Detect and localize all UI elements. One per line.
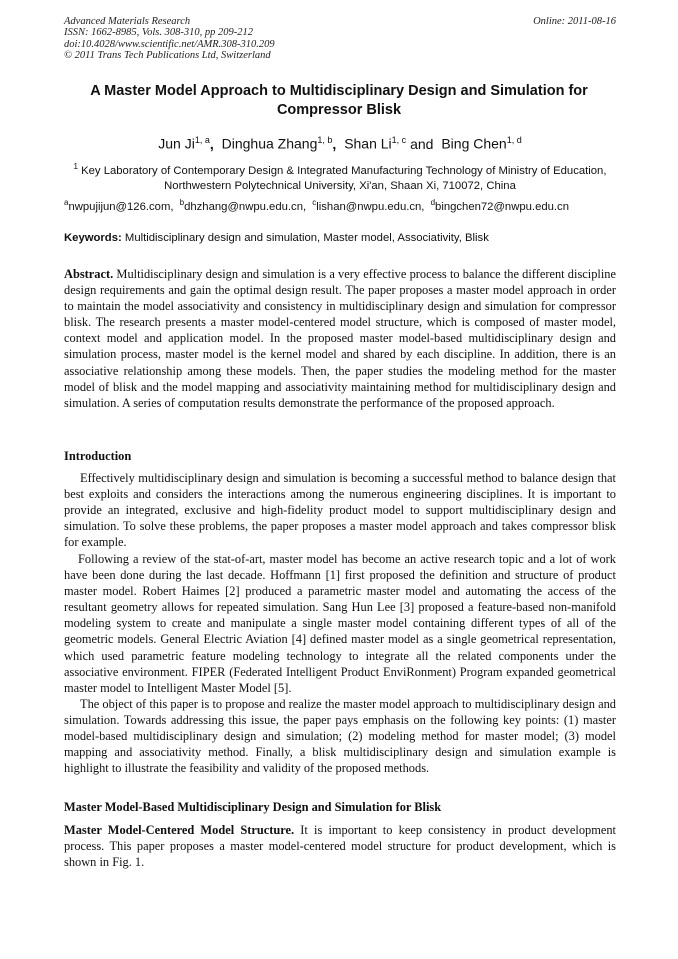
author-separator: ,: [332, 135, 337, 152]
section-heading: Master Model-Based Multidisciplinary Design and Simulation for Blisk: [64, 800, 442, 814]
journal-name: Advanced Materials Research: [64, 16, 191, 27]
affiliation: [64, 159, 616, 195]
introduction-paragraph: The object of this paper is to propose and realize the master model approach to multidisciplinary design and simulation. Towards addressing this issue, the paper pays emphasis on the following key points: (1) master model-based multidisciplinary design and simulation; (2) modeling method for master model; (3) model mapping and associativity method. Finally, a blisk multidisciplinary design and simulation example is highlight to illustrate the feasibility and validity of the proposed methods.: [64, 697, 616, 776]
subsection-heading: Master Model-Centered Model Structure.: [64, 823, 295, 837]
email-sup: b: [179, 198, 185, 207]
email-address[interactable]: lishan@nwpu.edu.cn,: [316, 200, 425, 213]
doi-line: doi:10.4028/www.scientific.net/AMR.308-310.209: [64, 38, 275, 50]
author-name: Bing Chen: [441, 135, 507, 152]
author-sup: 1, c: [391, 135, 407, 145]
email-sup: c: [312, 198, 317, 207]
author-separator: ,: [209, 135, 214, 152]
introduction-paragraph: Effectively multidisciplinary design and simulation is becoming a successful method to balance design that best exploits and considers the interactions among the numerous engineering disciplines. It is important to provide an integrated, exclusive and high-fidelity product model to support multidisciplinary design and simulation. To solve these problems, the paper proposes a master model approach and takes compressor blisk for example.: [64, 471, 616, 550]
author-name: Dinghua Zhang: [221, 135, 318, 152]
abstract-text: Multidisciplinary design and simulation is a very effective process to balance the different discipline design requirements and gain the optimal design result. The paper proposes a master model approach in order to maintain the model associativity and consistency in multidisciplinary design and simulation for compressor blisk. The research presents a master model-centered model structure, which is composed of master model, context model and application model. In the proposed master model-based multidisciplinary design and simulation process, master model is the kernel model and shared by each discipline. In addition, there is an associative relationship among these models. Then, the paper studies the modeling method for the master model of blisk and the model mapping and associativity maintaining method for multidisciplinary design and simulation. A series of computation results demonstrate the performance of the proposed approach.: [64, 267, 616, 410]
affiliation-text: Key Laboratory of Contemporary Design & Integrated Manufacturing Technology of Ministry of Education, Northwestern Polytechnical University, Xi'an, Shaan Xi, 710072, China: [77, 164, 607, 193]
author-sup: 1, b: [317, 135, 333, 145]
section-text: It is important to keep consistency in product development process. This paper proposes a master model-centered model structure for product development, which is shown in Fig. 1.: [64, 823, 616, 870]
author-separator: and: [406, 135, 434, 152]
author-name: Jun Ji: [158, 135, 195, 152]
journal-header: [64, 16, 616, 61]
keywords-label: Keywords:: [64, 232, 122, 244]
author-emails: [64, 196, 624, 214]
online-date: Online: 2011-08-16: [533, 16, 616, 27]
email-address[interactable]: dhzhang@nwpu.edu.cn,: [184, 200, 307, 213]
introduction-paragraph: Following a review of the stat-of-art, master model has become an active research topic and a lot of work have been done during the last decade. Hoffmann [1] first proposed the definition and structure of product master model. Robert Haimes [2] produced a parametric master model and automating the access of the resultant geometry allows for repeated simulation. Sang Hun Lee [3] proposed a feature-based non-manifold modeling system to create and manipulate a single master model containing different types of all of the geometric models. General Electric Aviation [4] defined master model as a single geometrical representation, which used parametric feature modeling technology to integrate all the related components under the associative environment. FIPER (Federated Intelligent Product EnviRonment) Program expanded geometrical master model to Intelligent Master Model [5].: [64, 552, 616, 695]
copyright-line: © 2011 Trans Tech Publications Ltd, Switzerland: [64, 49, 271, 61]
affiliation-sup: 1: [73, 162, 78, 171]
email-sup: a: [64, 198, 69, 207]
email-address[interactable]: nwpujijun@126.com,: [68, 200, 174, 213]
section-paragraph: [64, 822, 616, 870]
email-address[interactable]: bingchen72@nwpu.edu.cn: [435, 200, 569, 213]
keywords: [64, 231, 616, 245]
author-sup: 1, d: [506, 135, 522, 145]
introduction-heading: Introduction: [64, 449, 132, 463]
author-list: [64, 131, 616, 153]
abstract-label: Abstract.: [64, 267, 114, 281]
issn-line: ISSN: 1662-8985, Vols. 308-310, pp 209-212: [64, 27, 253, 39]
author-sup: 1, a: [194, 135, 210, 145]
email-sup: d: [430, 198, 436, 207]
keywords-text: Multidisciplinary design and simulation, Master model, Associativity, Blisk: [121, 232, 489, 244]
abstract: [64, 266, 616, 411]
author-name: Shan Li: [344, 135, 392, 152]
paper-title: A Master Model Approach to Multidisciplinary Design and Simulation for Compressor Blisk: [90, 83, 588, 118]
